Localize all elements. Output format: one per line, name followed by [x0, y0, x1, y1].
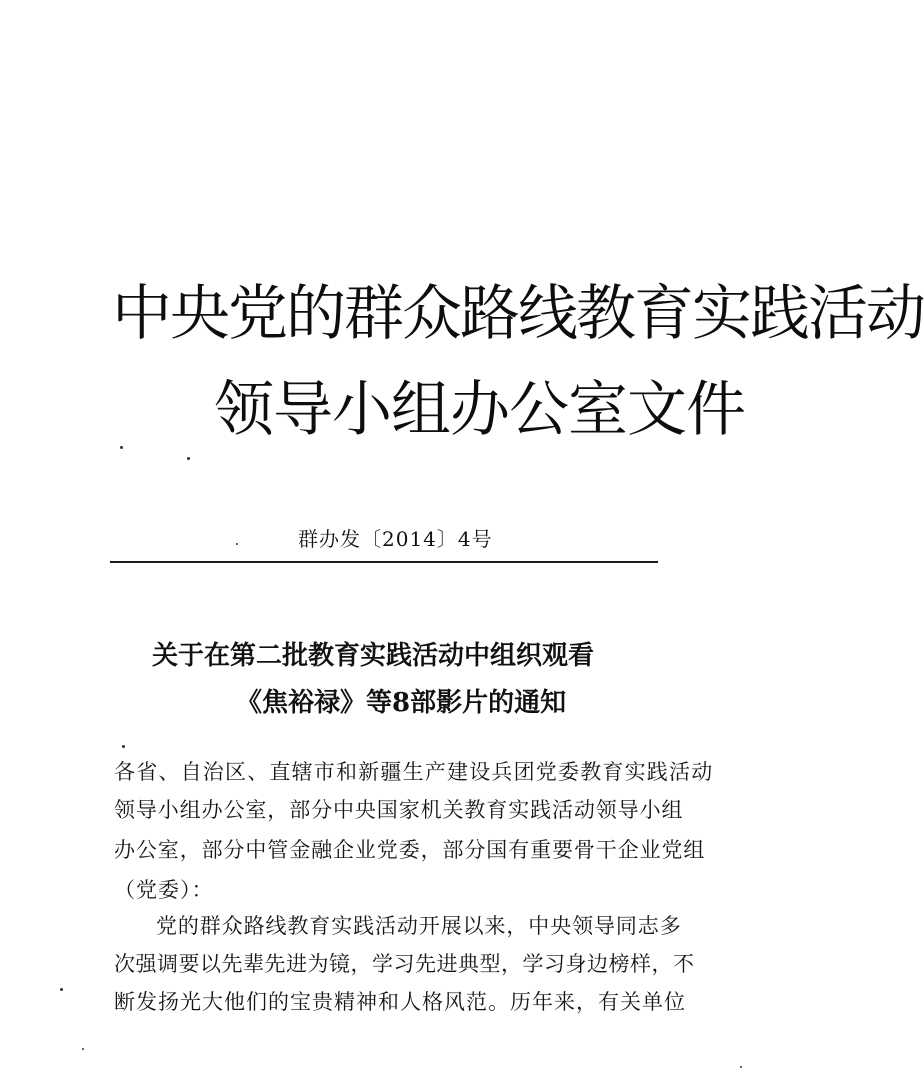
body-line: 各省、自治区、直辖市和新疆生产建设兵团党委教育实践活动 [114, 760, 714, 784]
body-line: 办公室，部分中管金融企业党委，部分国有重要骨干企业党组 [114, 838, 706, 862]
scan-speck [740, 1066, 742, 1068]
body-line: （党委）： [114, 878, 214, 902]
body-line: 断发扬光大他们的宝贵精神和人格风范。历年来，有关单位 [114, 990, 686, 1014]
notice-title-line-1: 关于在第二批教育实践活动中组织观看 [152, 641, 595, 671]
notice-title-line-2: 《焦裕禄》等8部影片的通知 [236, 688, 567, 718]
scan-speck [187, 457, 190, 460]
body-line: 次强调要以先辈先进为镜，学习先进典型，学习身边榜样，不 [114, 952, 695, 976]
scan-speck [82, 1048, 84, 1050]
scan-speck [120, 446, 123, 449]
document-number: 群办发〔2014〕4号 [298, 527, 493, 551]
issuing-office-title-line-1: 中央党的群众路线教育实践活动 [112, 279, 924, 349]
body-line: 领导小组办公室，部分中央国家机关教育实践活动领导小组 [114, 798, 684, 822]
scan-speck [122, 745, 125, 748]
scan-speck [60, 988, 63, 991]
body-line: 党的群众路线教育实践活动开展以来，中央领导同志多 [156, 914, 682, 938]
header-divider [110, 561, 658, 563]
issuing-office-title-line-2: 领导小组办公室文件 [214, 375, 745, 445]
scan-speck [236, 543, 238, 545]
